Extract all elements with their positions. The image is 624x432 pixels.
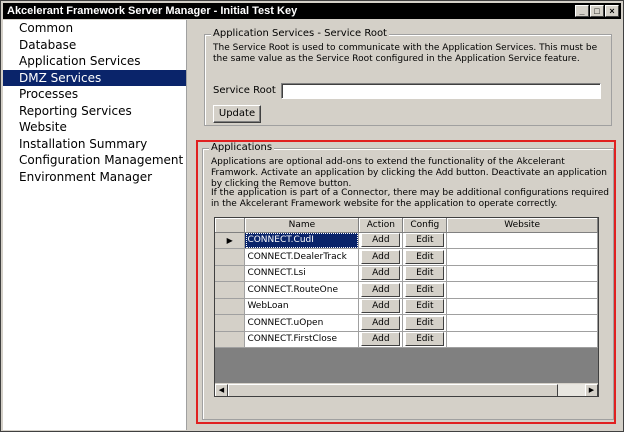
row-header[interactable] (215, 265, 245, 282)
column-header-website[interactable]: Website (447, 218, 598, 232)
table-row[interactable] (215, 282, 598, 299)
app-name-cell[interactable]: CONNECT.Lsi (245, 265, 359, 282)
edit-button[interactable]: Edit (405, 266, 444, 280)
action-cell (359, 331, 403, 348)
window-controls (574, 5, 619, 17)
edit-button[interactable]: Edit (405, 250, 444, 264)
sidebar-item-common[interactable]: Common (19, 21, 74, 35)
service-root-label: Service Root (213, 85, 276, 96)
table-row[interactable] (215, 265, 598, 282)
app-name-cell[interactable]: CONNECT.DealerTrack (245, 249, 359, 266)
config-cell (403, 298, 447, 315)
window-title: Akcelerant Framework Server Manager - Initial Test Key (7, 5, 298, 17)
edit-button[interactable]: Edit (405, 283, 444, 297)
edit-button[interactable]: Edit (405, 299, 444, 313)
row-header[interactable] (215, 315, 245, 332)
app-name-cell[interactable]: WebLoan (245, 298, 359, 315)
applications-grid (214, 217, 599, 397)
connector-note: If the application is part of a Connector, there may be additional configurations required in the Akcelerant Framework website for the application to operate correctly. (211, 188, 610, 209)
add-button[interactable]: Add (361, 316, 400, 330)
row-header-corner (215, 218, 245, 232)
service-root-description: The Service Root is used to communicate with the Application Services. This must be the same value as the Service Root configured in the Application Service feature. (213, 43, 598, 64)
config-cell (403, 315, 447, 332)
app-name-cell[interactable]: CONNECT.uOpen (245, 315, 359, 332)
sidebar-item-website[interactable]: Website (19, 120, 67, 134)
add-button[interactable]: Add (361, 266, 400, 280)
action-cell (359, 298, 403, 315)
applications-table (215, 218, 598, 348)
applications-description: Applications are optional add-ons to extend the functionality of the Akcelerant Framwork. Activate an application by clicking the Add button. Deactivate an application by clicking the Remove button. (211, 157, 607, 189)
sidebar-nav (3, 20, 187, 430)
sidebar-item-configuration-management[interactable]: Configuration Management (19, 153, 184, 167)
edit-button[interactable]: Edit (405, 332, 444, 346)
service-root-legend: Application Services - Service Root (213, 28, 387, 39)
action-cell (359, 249, 403, 266)
sidebar-item-database[interactable]: Database (19, 37, 77, 52)
add-button[interactable]: Add (361, 233, 400, 247)
table-row[interactable] (215, 298, 598, 315)
edit-button[interactable]: Edit (405, 233, 444, 247)
scroll-left-icon[interactable]: ◀ (215, 384, 228, 397)
add-button[interactable]: Add (361, 283, 400, 297)
app-name-cell[interactable]: CONNECT.FirstClose (245, 331, 359, 348)
sidebar-item-reporting-services[interactable]: Reporting Services (19, 103, 132, 118)
column-header-name[interactable]: Name (245, 218, 359, 232)
table-row[interactable] (215, 232, 598, 249)
action-cell (359, 315, 403, 332)
website-cell[interactable] (447, 265, 598, 282)
sidebar-item-dmz-services[interactable]: DMZ Services (3, 70, 186, 87)
service-root-group (204, 28, 612, 126)
website-cell[interactable] (447, 249, 598, 266)
config-cell (403, 282, 447, 299)
service-root-input[interactable] (281, 83, 601, 99)
sidebar-item-environment-manager[interactable]: Environment Manager (19, 169, 153, 184)
app-name-cell[interactable]: CONNECT.CudI (245, 232, 359, 249)
close-button[interactable]: × (605, 5, 619, 17)
row-header[interactable] (215, 331, 245, 348)
action-cell (359, 282, 403, 299)
table-header-row (215, 218, 598, 232)
app-name-cell[interactable]: CONNECT.RouteOne (245, 282, 359, 299)
row-header[interactable] (215, 282, 245, 299)
maximize-button[interactable]: □ (590, 5, 604, 17)
sidebar-item-processes[interactable]: Processes (19, 87, 79, 101)
table-row[interactable] (215, 249, 598, 266)
website-cell[interactable] (447, 331, 598, 348)
column-header-config[interactable]: Config (403, 218, 447, 232)
add-button[interactable]: Add (361, 250, 400, 264)
website-cell[interactable] (447, 298, 598, 315)
add-button[interactable]: Add (361, 332, 400, 346)
action-cell (359, 232, 403, 249)
sidebar-item-application-services[interactable]: Application Services (19, 54, 141, 68)
add-button[interactable]: Add (361, 299, 400, 313)
applications-legend: Applications (211, 142, 273, 153)
edit-button[interactable]: Edit (405, 316, 444, 330)
column-header-action[interactable]: Action (359, 218, 403, 232)
title-bar (3, 3, 621, 19)
current-row-icon[interactable]: ▶ (215, 232, 245, 249)
table-row[interactable] (215, 315, 598, 332)
row-header[interactable] (215, 249, 245, 266)
scroll-right-icon[interactable]: ▶ (585, 384, 598, 397)
website-cell[interactable] (447, 232, 598, 249)
config-cell (403, 265, 447, 282)
website-cell[interactable] (447, 315, 598, 332)
row-header[interactable] (215, 298, 245, 315)
minimize-button[interactable]: _ (575, 5, 589, 17)
horizontal-scrollbar[interactable] (215, 383, 598, 396)
scroll-thumb[interactable] (228, 384, 558, 397)
action-cell (359, 265, 403, 282)
update-button[interactable]: Update (213, 105, 261, 123)
website-cell[interactable] (447, 282, 598, 299)
config-cell (403, 232, 447, 249)
config-cell (403, 331, 447, 348)
table-row[interactable] (215, 331, 598, 348)
config-cell (403, 249, 447, 266)
sidebar-item-installation-summary[interactable]: Installation Summary (19, 136, 148, 151)
